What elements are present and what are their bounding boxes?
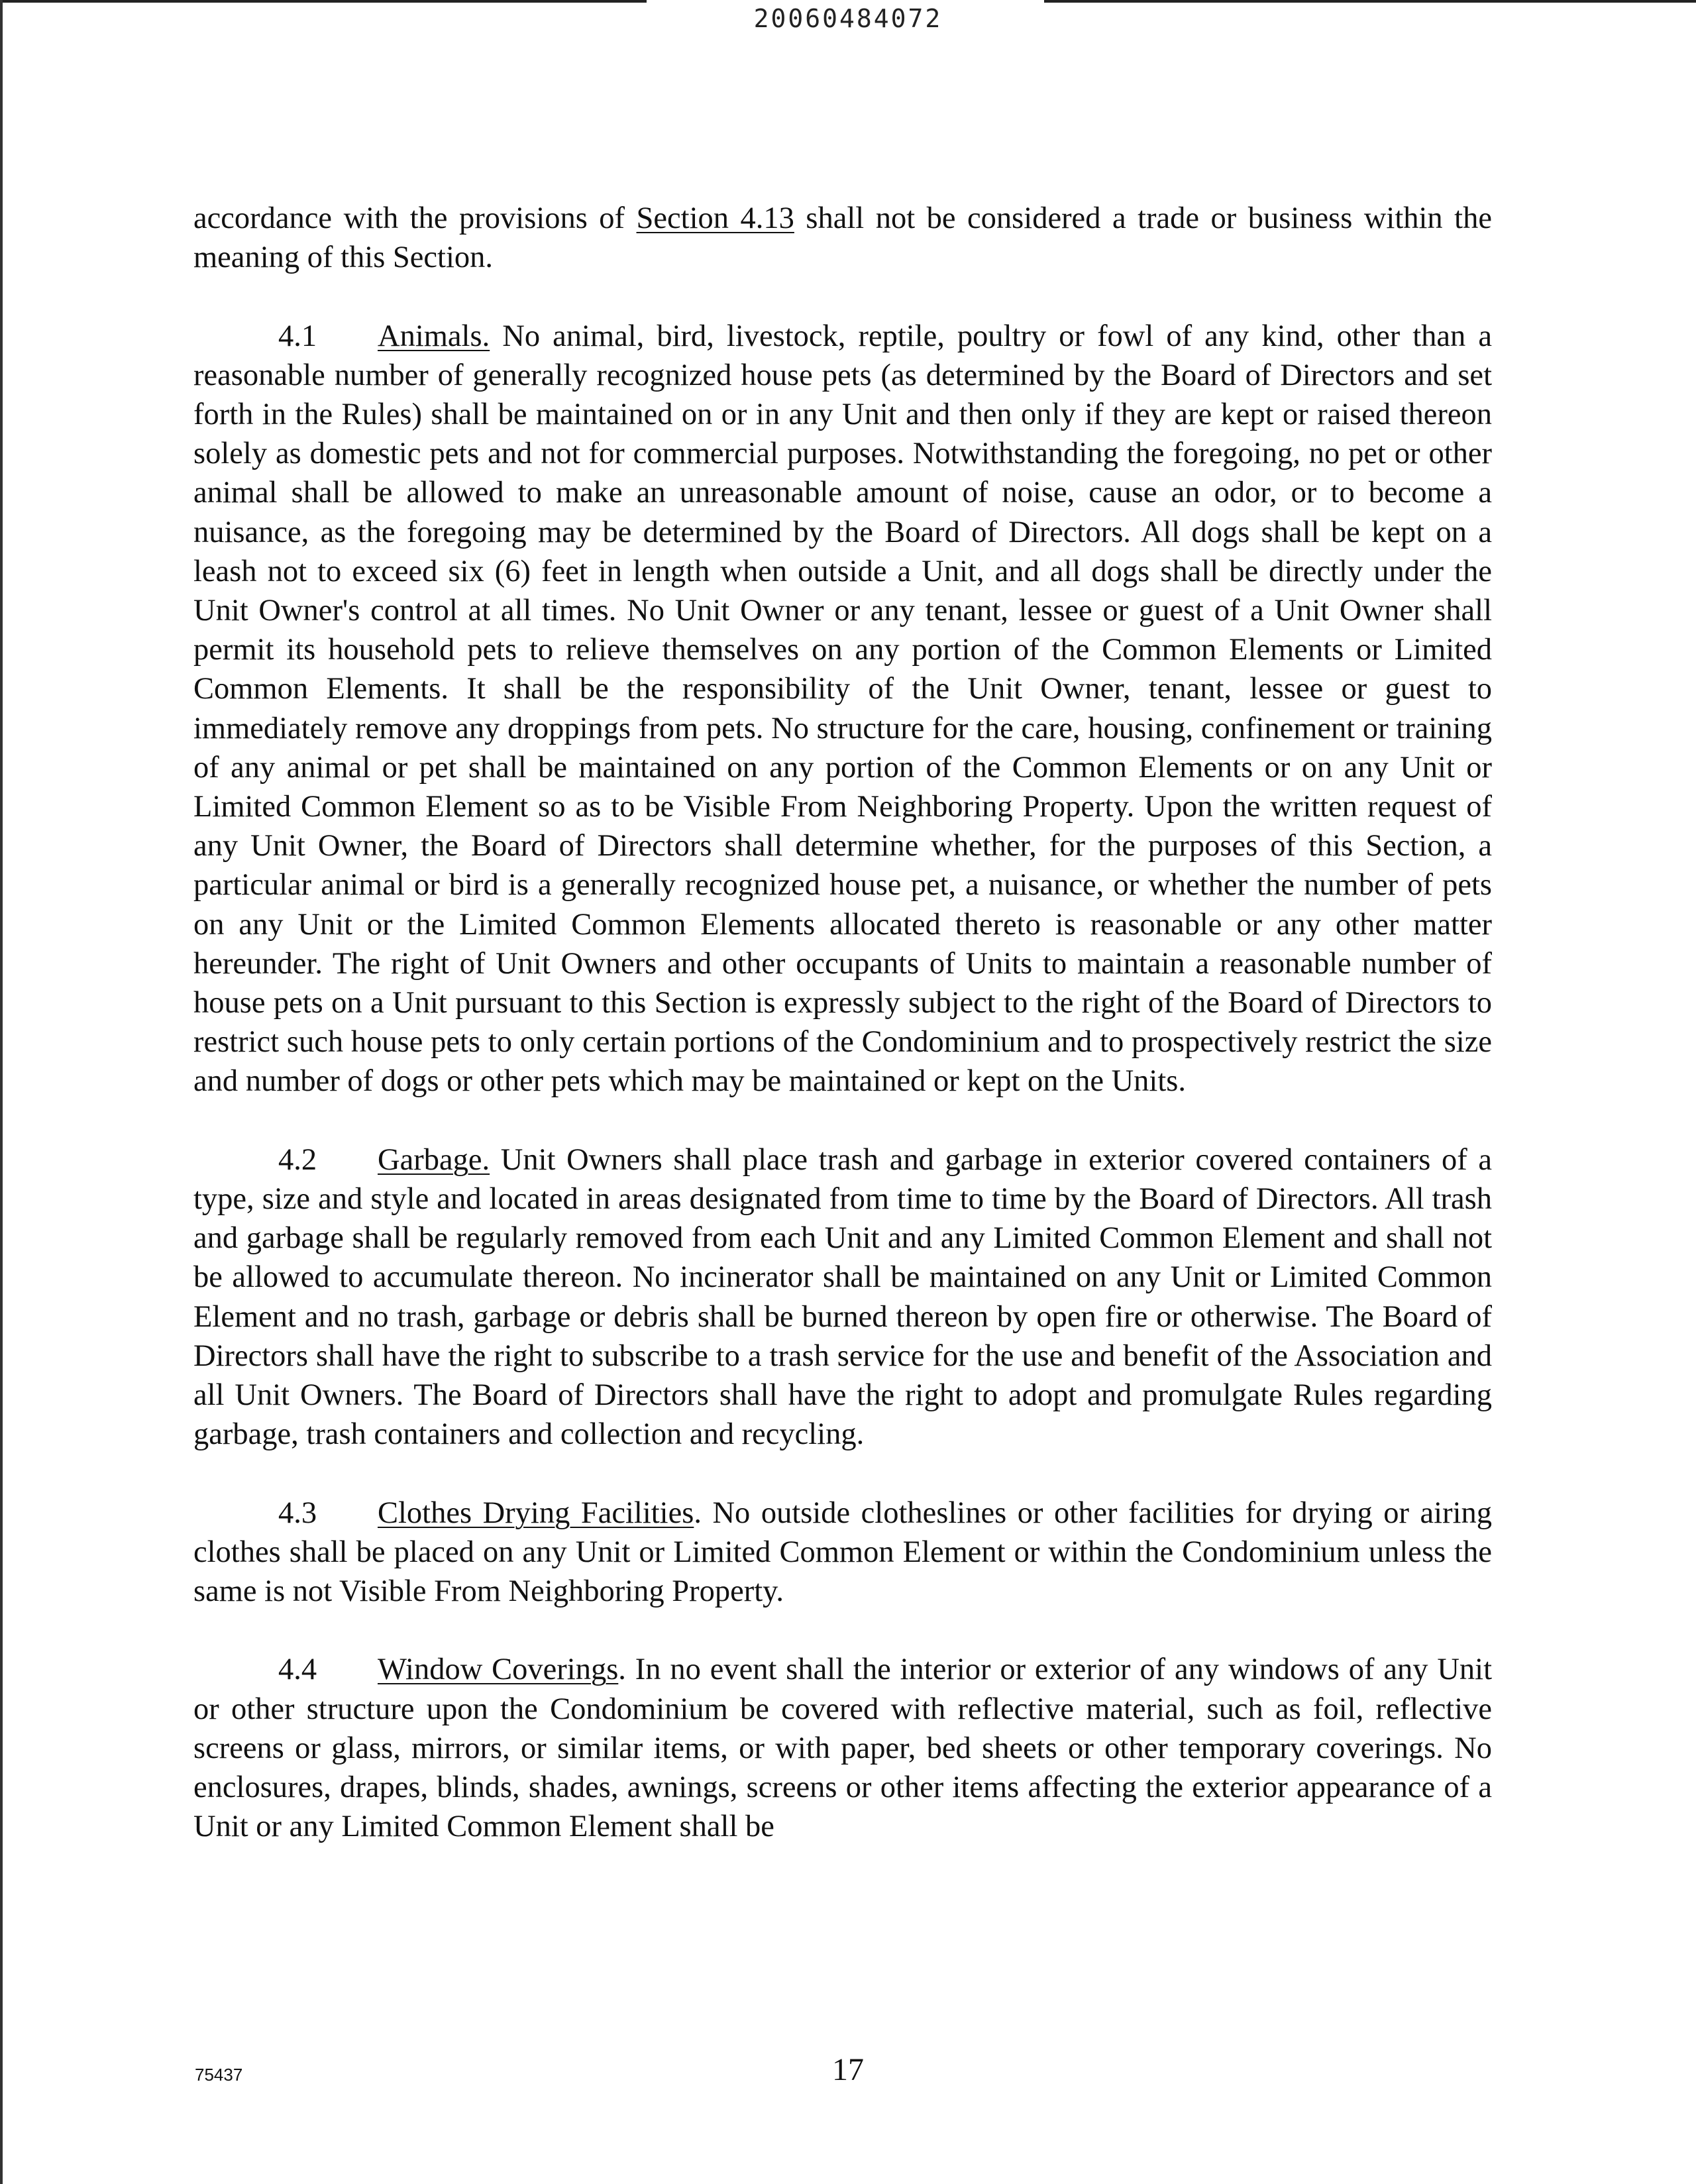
section-number: 4.3 — [278, 1496, 317, 1530]
section-text: Unit Owners shall place trash and garbage in exterior covered containers of a type, size and style and located in areas designated from time to time by the Board of Directors. All trash and garbage shall be regularly removed from each Unit and any Limited Common Element and shall not be allowed to accumulate thereon. No incinerator shall be maintained on any Unit or Limited Common Element and no trash, garbage or debris shall be burned thereon by open fire or otherwise. The Board of Directors shall have the right to subscribe to a trash service for the use and benefit of the Association and all Unit Owners. The Board of Directors shall have the right to adopt and promulgate Rules regarding garbage, trash containers and collection and recycling. — [193, 1142, 1492, 1452]
section-text: . In no event shall the interior or exterior of any windows of any Unit or other structure upon the Condominium be covered with reflective material, such as foil, reflective screens or glass, mirrors, or similar items, or with paper, bed sheets or other temporary coverings. No enclosures, drapes, blinds, shades, awnings, screens or other items affecting the exterior appearance of a Unit or any Limited Common Element shall be — [193, 1653, 1493, 1844]
section-title: Clothes Drying Facilities — [378, 1496, 694, 1530]
document-body — [193, 199, 1492, 1886]
scan-left-edge — [0, 0, 3, 2184]
section-title: Window Coverings — [378, 1653, 619, 1687]
section-reference: Section 4.13 — [636, 201, 794, 235]
header-rule-right — [1044, 0, 1696, 3]
section-title: Animals. — [378, 319, 490, 353]
continuation-text-end: shall not be considered a trade or business within the meaning of this Section. — [193, 201, 1492, 275]
header-rule-left — [0, 0, 647, 3]
paragraph-4-2 — [193, 1140, 1492, 1454]
paragraph-continuation — [193, 199, 1492, 277]
section-text: No animal, bird, livestock, reptile, poultry or fowl of any kind, other than a reasonable number of generally recognized house pets (as determined by the Board of Directors and set forth in the Rules) shall be maintained on or in any Unit and then only if they are kept or raised thereon solely as domestic pets and not for commercial purposes. Notwithstanding the foregoing, no pet or other animal shall be allowed to make an unreasonable amount of noise, cause an odor, or to become a nuisance, as the foregoing may be determined by the Board of Directors. All dogs shall be kept on a leash not to exceed six (6) feet in length when outside a Unit, and all dogs shall be directly under the Unit Owner's control at all times. No Unit Owner or any tenant, lessee or guest of a Unit Owner shall permit its household pets to relieve themselves on any portion of the Common Elements or Limited Common Elements. It shall be the responsibility of the Unit Owner, tenant, lessee or guest to immediately remove any droppings from pets. No structure for the care, housing, confinement or training of any animal or pet shall be maintained on any portion of the Common Elements or on any Unit or Limited Common Element so as to be Visible From Neighboring Property. Upon the written request of any Unit Owner, the Board of Directors shall determine whether, for the purposes of this Section, a particular animal or bird is a generally recognized house pet, a nuisance, or whether the number of pets on any Unit or the Limited Common Elements allocated thereto is reasonable or any other matter hereunder. The right of Unit Owners and other occupants of Units to maintain a reasonable number of house pets on a Unit pursuant to this Section is expressly subject to the right of the Board of Directors to restrict such house pets to only certain portions of the Condominium and to prospectively restrict the size and number of dogs or other pets which may be maintained or kept on the Units. — [193, 319, 1492, 1099]
paragraph-4-4 — [193, 1650, 1492, 1846]
continuation-text-start: accordance with the provisions of — [193, 201, 637, 235]
section-text: . No outside clotheslines or other facilities for drying or airing clothes shall be placed on any Unit or Limited Common Element or within the Condominium unless the same is not Visible From Neighboring Property. — [193, 1496, 1492, 1609]
section-number: 4.2 — [278, 1142, 317, 1177]
section-number: 4.1 — [278, 319, 317, 353]
document-number: 20060484072 — [753, 4, 943, 33]
section-title: Garbage. — [378, 1142, 490, 1177]
footer-document-id: 75437 — [195, 2065, 243, 2085]
paragraph-4-3 — [193, 1494, 1492, 1611]
section-number: 4.4 — [278, 1653, 317, 1687]
paragraph-4-1 — [193, 317, 1492, 1101]
page-number: 17 — [832, 2052, 864, 2087]
